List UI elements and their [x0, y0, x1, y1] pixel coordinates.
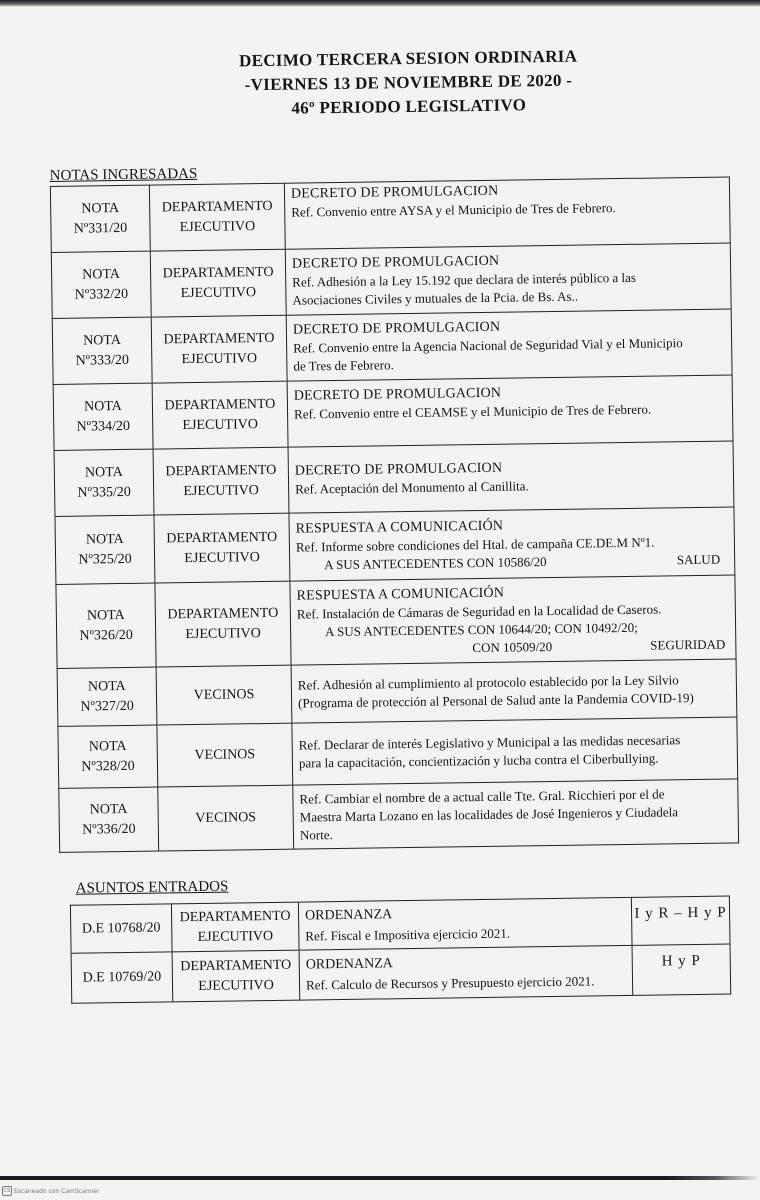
origin-cell: [149, 183, 285, 251]
origin-cell: [157, 723, 293, 787]
origin-cell: [155, 581, 291, 667]
origin-line: EJECUTIVO: [198, 977, 274, 994]
antecedentes-text: A SUS ANTECEDENTES CON 10586/20: [324, 553, 547, 572]
scanner-label: Escaneado con CamScanner: [14, 1187, 100, 1195]
origin-cell: [156, 665, 292, 725]
nota-cell: [53, 383, 153, 450]
ref-text: Ref. Declarar de interés Legislativo y Municipal a las medidas necesarias: [298, 731, 681, 753]
table-row: [54, 441, 734, 516]
nota-label: NOTA: [81, 200, 120, 217]
table-row: [53, 375, 733, 450]
nota-number: Nº335/20: [77, 484, 131, 501]
origin-line: DEPARTAMENTO: [166, 529, 278, 546]
origin-cell: [171, 902, 299, 952]
scanner-watermark: [2, 1186, 99, 1196]
nota-cell: [57, 667, 157, 726]
ref-text: de Tres de Febrero.: [293, 356, 394, 374]
table-row: [51, 243, 731, 318]
ref-text: Asociaciones Civiles y mutuales de la Pcia. de Bs. As..: [292, 288, 579, 308]
heading-line-1: DECIMO TERCERA SESION ORDINARIA: [238, 46, 578, 71]
description-cell: [299, 945, 633, 1000]
table-row: [58, 717, 738, 788]
ref-text: Ref. Calculo de Recursos y Presupuesto ejercicio 2021.: [305, 972, 595, 992]
nota-cell: [52, 317, 152, 384]
ref-text: Norte.: [299, 826, 333, 843]
origin-line: VECINOS: [193, 686, 255, 703]
ref-text: Ref. Cambiar el nombre de a actual calle Tte. Gral. Ricchieri por el de: [299, 785, 665, 807]
asuntos-section-title: ASUNTOS ENTRADOS: [75, 878, 229, 897]
nota-label: NOTA: [83, 332, 122, 349]
antecedentes-text: CON 10509/20: [472, 638, 553, 655]
table-row: [57, 659, 737, 726]
expediente-cell: D.E 10769/20: [71, 952, 173, 1003]
notas-section-title: NOTAS INGRESADAS: [49, 165, 198, 184]
description-cell: [285, 243, 731, 315]
origin-cell: [172, 950, 300, 1002]
nota-label: NOTA: [86, 607, 125, 624]
nota-number: Nº327/20: [80, 698, 134, 715]
table-row: [56, 575, 736, 668]
ref-text: para la capacitación, concientización y lucha contra el Ciberbullying.: [298, 750, 659, 771]
scan-bottom-edge: [0, 1176, 760, 1180]
session-heading: [88, 43, 729, 124]
origin-cell: [154, 513, 290, 583]
nota-number: Nº333/20: [75, 352, 130, 369]
description-cell: [298, 897, 632, 950]
origin-line: DEPARTAMENTO: [165, 462, 277, 479]
origin-line: DEPARTAMENTO: [167, 605, 279, 622]
nota-label: NOTA: [83, 398, 122, 415]
origin-line: DEPARTAMENTO: [162, 264, 274, 281]
nota-cell: [58, 725, 158, 788]
nota-cell: [51, 251, 151, 318]
ref-text: (Programa de protección al Personal de Salud ante la Pandemia COVID-19): [298, 689, 694, 711]
ref-text: Ref. Fiscal e Impositiva ejercicio 2021.: [305, 925, 511, 943]
ref-text: Maestra Marta Lozano en las localidades de José Ingenieros y Ciudadela: [299, 803, 679, 825]
description-cell: [292, 717, 738, 785]
description-cell: [293, 779, 739, 849]
origin-line: EJECUTIVO: [183, 482, 259, 499]
nota-cell: [50, 185, 150, 252]
nota-number: Nº336/20: [82, 821, 136, 838]
table-row: [55, 507, 735, 584]
origin-line: EJECUTIVO: [182, 416, 259, 433]
table-row: [52, 309, 732, 384]
origin-line: DEPARTAMENTO: [163, 330, 275, 347]
doc-type: DECRETO DE PROMULGACION: [294, 460, 503, 479]
nota-cell: [55, 515, 155, 584]
description-cell: [288, 441, 734, 513]
description-cell: [289, 507, 735, 581]
heading-line-3: 46º PERIODO LEGISLATIVO: [291, 95, 527, 118]
doc-type: RESPUESTA A COMUNICACIÓN: [295, 518, 504, 537]
antecedentes-text: A SUS ANTECEDENTES CON 10644/20; CON 10492/20;: [325, 619, 638, 639]
origin-line: DEPARTAMENTO: [164, 396, 276, 413]
nota-label: NOTA: [84, 464, 123, 481]
ref-text: Ref. Adhesión a la Ley 15.192 que declara de interés público a las: [292, 269, 636, 290]
ref-text: Ref. Convenio entre el CEAMSE y el Municipio de Tres de Febrero.: [293, 401, 652, 422]
nota-number: Nº326/20: [79, 627, 133, 644]
nota-cell: [59, 787, 159, 852]
nota-number: Nº332/20: [74, 286, 129, 303]
origin-line: EJECUTIVO: [181, 350, 258, 367]
origin-line: EJECUTIVO: [184, 549, 260, 566]
expediente-cell: D.E 10768/20: [70, 904, 172, 953]
origin-cell: [150, 249, 286, 317]
doc-type: DECRETO DE PROMULGACION: [290, 183, 499, 202]
asuntos-table: [70, 896, 731, 1004]
ref-text: Ref. Informe sobre condiciones del Htal. de campaña CE.DE.M Nº1.: [295, 534, 655, 555]
scan-top-edge: [0, 0, 760, 7]
nota-label: NOTA: [85, 531, 124, 548]
description-cell: [290, 575, 736, 665]
commission-tag: SEGURIDAD: [650, 636, 726, 653]
nota-label: NOTA: [88, 738, 127, 754]
commission-tag: SALUD: [676, 551, 721, 567]
doc-type: ORDENANZA: [305, 955, 393, 972]
ref-text: Ref. Instalación de Cámaras de Seguridad en la Localidad de Caseros.: [296, 600, 662, 622]
nota-label: NOTA: [89, 801, 128, 817]
origin-cell: [152, 381, 288, 449]
commission-cell: H y P: [632, 944, 731, 995]
description-cell: [287, 375, 733, 447]
ref-text: Ref. Aceptación del Monumento al Canillita.: [295, 477, 529, 497]
doc-type: RESPUESTA A COMUNICACIÓN: [296, 585, 505, 604]
document-page: [48, 43, 741, 1004]
origin-cell: [151, 315, 287, 383]
doc-type: DECRETO DE PROMULGACION: [293, 385, 502, 404]
table-row: [71, 944, 731, 1003]
nota-number: Nº331/20: [73, 220, 128, 237]
doc-type: ORDENANZA: [304, 906, 393, 923]
description-cell: [291, 659, 737, 723]
ref-text: Ref. Convenio entre AYSA y el Municipio de Tres de Febrero.: [291, 200, 616, 220]
table-row: [50, 177, 730, 252]
origin-line: VECINOS: [195, 809, 257, 826]
origin-cell: [153, 447, 289, 515]
origin-line: EJECUTIVO: [179, 218, 256, 235]
table-row: [59, 779, 739, 852]
nota-label: NOTA: [87, 678, 126, 695]
origin-line: DEPARTAMENTO: [161, 198, 273, 215]
nota-number: Nº334/20: [76, 418, 131, 435]
ref-text: Ref. Convenio entre la Agencia Nacional de Seguridad Vial y el Municipio: [293, 334, 683, 356]
nota-number: Nº328/20: [81, 758, 135, 775]
origin-cell: [158, 785, 294, 851]
heading-line-2: -VIERNES 13 DE NOVIEMBRE DE 2020 -: [244, 70, 573, 95]
origin-line: EJECUTIVO: [180, 284, 257, 301]
doc-type: DECRETO DE PROMULGACION: [292, 319, 501, 338]
origin-line: DEPARTAMENTO: [179, 908, 291, 925]
notas-table: [50, 176, 739, 852]
nota-cell: [54, 449, 154, 516]
doc-type: DECRETO DE PROMULGACION: [291, 253, 500, 272]
description-cell: [284, 177, 730, 249]
origin-line: EJECUTIVO: [197, 928, 274, 945]
nota-number: Nº325/20: [78, 551, 132, 568]
origin-line: DEPARTAMENTO: [180, 957, 292, 974]
origin-line: EJECUTIVO: [185, 625, 261, 642]
origin-line: VECINOS: [194, 746, 256, 763]
camscanner-icon: CS: [3, 1188, 11, 1194]
nota-label: NOTA: [82, 266, 121, 283]
nota-cell: [56, 583, 156, 668]
ref-text: Ref. Adhesión al cumplimiento al protocolo establecido por la Ley Silvio: [297, 671, 679, 693]
description-cell: [286, 309, 732, 381]
commission-cell: I y R – H y P: [631, 896, 730, 945]
